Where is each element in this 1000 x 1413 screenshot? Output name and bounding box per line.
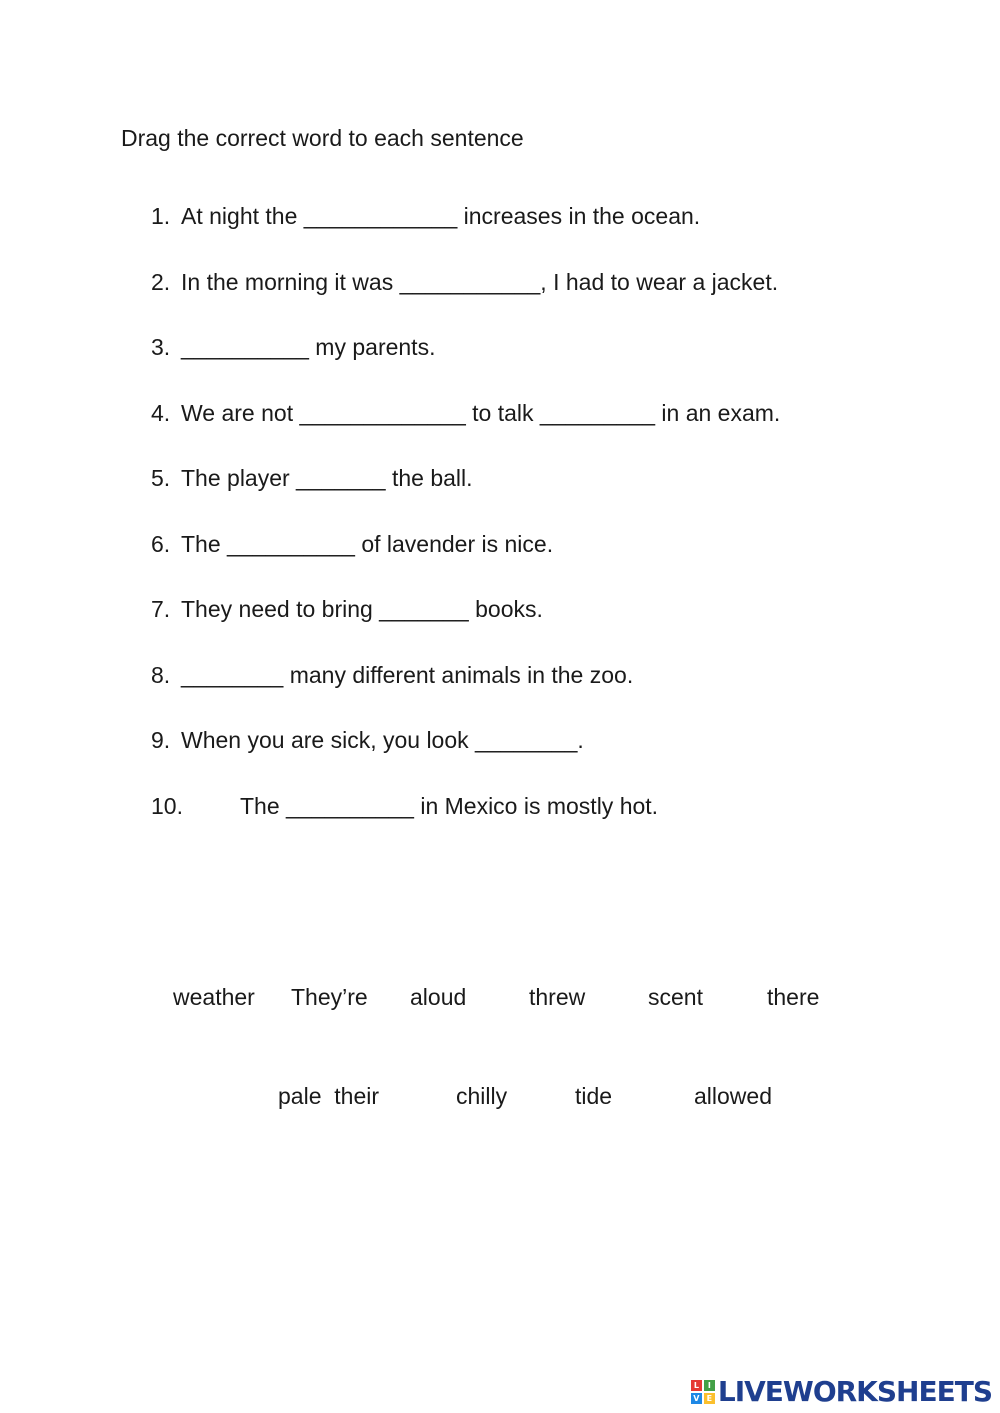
word-chip-pale-their[interactable]: pale their xyxy=(278,1083,380,1109)
question-text: We are not _____________ to talk _________ in an exam. xyxy=(181,400,781,426)
question-number: 8. xyxy=(151,662,171,688)
question-8 xyxy=(151,661,633,689)
question-7 xyxy=(151,595,543,623)
question-4 xyxy=(151,399,780,427)
word-chip-there[interactable]: there xyxy=(767,984,820,1010)
question-text: At night the ____________ increases in the ocean. xyxy=(181,203,701,229)
question-number: 1. xyxy=(151,203,171,229)
question-6 xyxy=(151,530,553,558)
question-number: 9. xyxy=(151,727,171,753)
question-text: __________ my parents. xyxy=(181,334,436,360)
question-10 xyxy=(151,792,658,820)
logo-letter: L xyxy=(691,1380,702,1391)
word-chip-chilly[interactable]: chilly xyxy=(456,1083,508,1109)
question-text: In the morning it was ___________, I had to wear a jacket. xyxy=(181,269,779,295)
word-chip-weather[interactable]: weather xyxy=(173,984,255,1010)
word-chip-threw[interactable]: threw xyxy=(529,984,586,1010)
question-number: 6. xyxy=(151,531,171,557)
word-chip-allowed[interactable]: allowed xyxy=(694,1083,772,1109)
liveworksheets-logo xyxy=(691,1377,992,1407)
question-number: 10. xyxy=(151,793,183,819)
logo-letter: E xyxy=(704,1393,715,1404)
question-2 xyxy=(151,268,778,296)
word-chip-aloud[interactable]: aloud xyxy=(410,984,467,1010)
question-number: 4. xyxy=(151,400,171,426)
question-number: 2. xyxy=(151,269,171,295)
question-1 xyxy=(151,202,700,230)
question-number: 3. xyxy=(151,334,171,360)
question-text: They need to bring _______ books. xyxy=(181,596,543,622)
logo-mark-icon xyxy=(691,1380,715,1404)
question-number: 5. xyxy=(151,465,171,491)
question-text: The player _______ the ball. xyxy=(181,465,473,491)
question-9 xyxy=(151,726,584,754)
brand-name: LIVEWORKSHEETS xyxy=(717,1375,992,1408)
word-chip-scent[interactable]: scent xyxy=(648,984,703,1010)
question-3 xyxy=(151,333,435,361)
question-text: When you are sick, you look ________. xyxy=(181,727,584,753)
question-5 xyxy=(151,464,473,492)
logo-letter: V xyxy=(691,1393,702,1404)
instruction-text: Drag the correct word to each sentence xyxy=(121,125,524,151)
question-text: The __________ in Mexico is mostly hot. xyxy=(240,793,659,819)
question-text: ________ many different animals in the zoo. xyxy=(181,662,634,688)
word-chip-tide[interactable]: tide xyxy=(575,1083,613,1109)
word-chip-theyre[interactable]: They’re xyxy=(291,984,368,1010)
question-text: The __________ of lavender is nice. xyxy=(181,531,554,557)
logo-letter: I xyxy=(704,1380,715,1391)
question-number: 7. xyxy=(151,596,171,622)
